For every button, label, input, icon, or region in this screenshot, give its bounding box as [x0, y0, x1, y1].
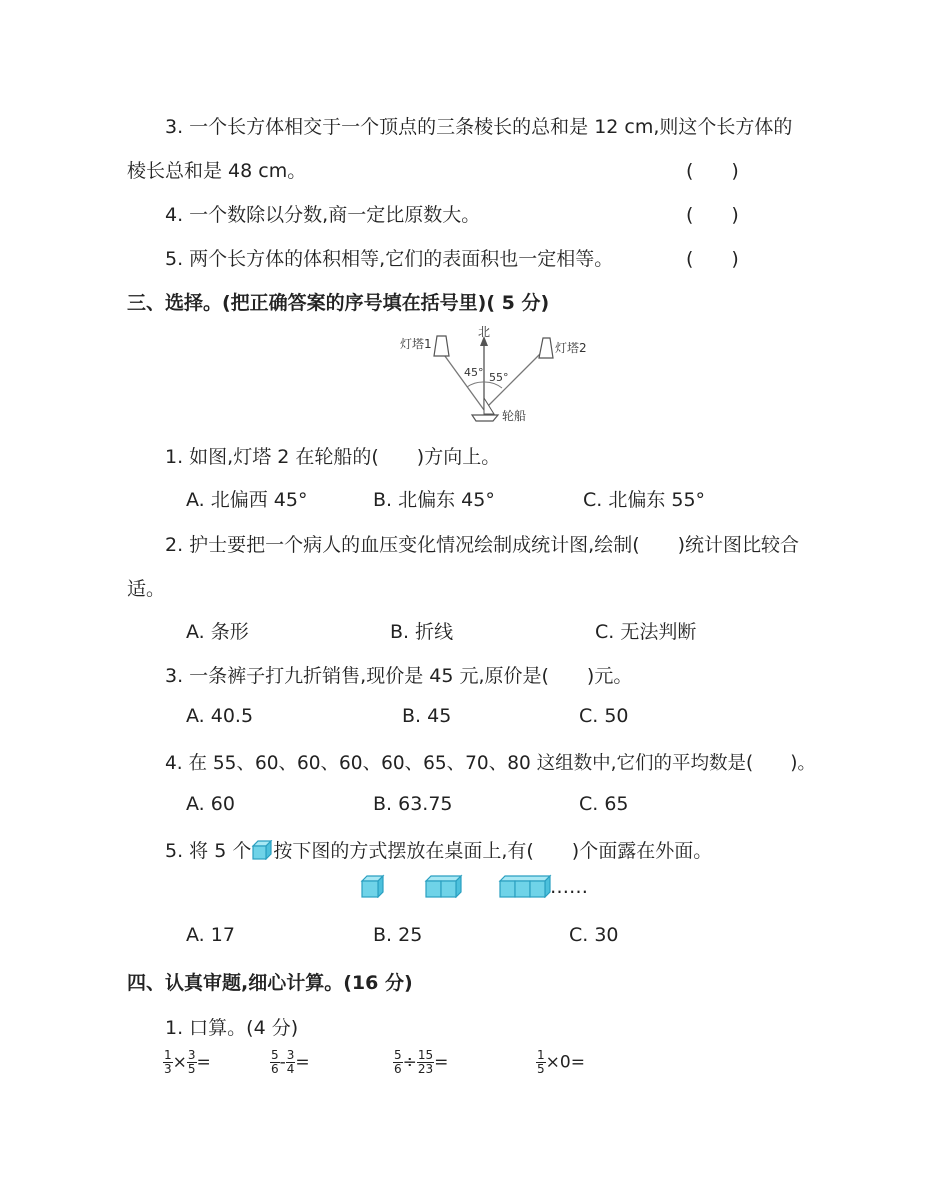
- choice-q2-option-c[interactable]: C. 无法判断: [595, 621, 697, 643]
- denominator: 4: [286, 1062, 295, 1076]
- fraction: [286, 1049, 296, 1076]
- cube-icon: [251, 840, 273, 860]
- fraction: [270, 1049, 280, 1076]
- numerator: 3: [286, 1048, 295, 1062]
- choice-q5-suffix: 按下图的方式摆放在桌面上,有( )个面露在外面。: [273, 840, 713, 862]
- numerator: 5: [394, 1048, 402, 1062]
- choice-q2-option-b[interactable]: B. 折线: [390, 621, 454, 643]
- cube-arrangement-2: [424, 874, 464, 898]
- cube-arrangement-1: [360, 874, 386, 898]
- choice-q5-option-a[interactable]: A. 17: [186, 924, 235, 946]
- line-to-lighthouse1: [442, 352, 484, 410]
- choice-q2-option-a[interactable]: A. 条形: [186, 621, 249, 643]
- calc-item-3: [393, 1049, 448, 1076]
- lighthouse2-label: 灯塔2: [555, 341, 587, 355]
- denominator: 6: [394, 1062, 402, 1076]
- choice-q1-option-c[interactable]: C. 北偏东 55°: [583, 489, 706, 511]
- numerator: 15: [417, 1048, 434, 1062]
- numerator: 1: [537, 1048, 545, 1062]
- cube-arrangement-3: [498, 874, 552, 898]
- choice-q5: [165, 836, 712, 863]
- choice-q4: 4. 在 55、60、60、60、60、65、70、80 这组数中,它们的平均数是( )。: [165, 753, 816, 774]
- choice-q2-line2: 适。: [127, 578, 166, 600]
- numerator: 1: [164, 1048, 172, 1062]
- lighthouse1-icon: [434, 336, 449, 356]
- north-label: 北: [478, 325, 491, 339]
- choice-q3-option-c[interactable]: C. 50: [579, 705, 629, 727]
- judge-q5-blank[interactable]: ( ): [686, 248, 739, 270]
- denominator: 5: [537, 1062, 545, 1076]
- choice-q5-option-b[interactable]: B. 25: [373, 924, 423, 946]
- denominator: 5: [187, 1062, 196, 1076]
- section3-heading: 三、选择。(把正确答案的序号填在括号里)( 5 分): [127, 292, 550, 314]
- ship-sail-icon: [484, 398, 494, 414]
- operator: -: [279, 1052, 286, 1073]
- equals: =: [196, 1052, 211, 1073]
- calc-item-4: [536, 1049, 585, 1076]
- choice-q5-prefix: 5. 将 5 个: [165, 840, 252, 862]
- judge-q3-line1: 3. 一个长方体相交于一个顶点的三条棱长的总和是 12 cm,则这个长方体的: [165, 116, 793, 138]
- section4-heading: 四、认真审题,细心计算。(16 分): [127, 972, 413, 994]
- operator: ÷: [402, 1052, 417, 1073]
- operator: ×0=: [545, 1052, 585, 1073]
- equals: =: [295, 1052, 310, 1073]
- choice-q1-option-a[interactable]: A. 北偏西 45°: [186, 489, 308, 511]
- judge-q4-blank[interactable]: ( ): [686, 204, 739, 226]
- fraction: [536, 1049, 546, 1076]
- angle2-label: 55°: [489, 371, 509, 384]
- fraction: [163, 1049, 173, 1076]
- judge-q3-line2: 棱长总和是 48 cm。: [127, 160, 307, 182]
- choice-q2-line1: 2. 护士要把一个病人的血压变化情况绘制成统计图,绘制( )统计图比较合: [165, 534, 800, 556]
- denominator: 23: [417, 1062, 434, 1076]
- denominator: 3: [164, 1062, 172, 1076]
- fraction: [393, 1049, 403, 1076]
- numerator: 3: [187, 1048, 196, 1062]
- choice-q1: 1. 如图,灯塔 2 在轮船的( )方向上。: [165, 446, 501, 468]
- denominator: 6: [271, 1062, 279, 1076]
- operator: ×: [172, 1052, 187, 1073]
- choice-q5-option-c[interactable]: C. 30: [569, 924, 619, 946]
- judge-q5: 5. 两个长方体的体积相等,它们的表面积也一定相等。: [165, 248, 614, 270]
- choice-q1-option-b[interactable]: B. 北偏东 45°: [373, 489, 495, 511]
- cube-ellipsis: ……: [550, 876, 588, 898]
- angle1-label: 45°: [464, 366, 484, 379]
- choice-q3-option-b[interactable]: B. 45: [402, 705, 452, 727]
- choice-q4-option-b[interactable]: B. 63.75: [373, 793, 453, 815]
- lighthouse2-icon: [539, 338, 553, 358]
- fraction: [187, 1049, 197, 1076]
- choice-q4-option-c[interactable]: C. 65: [579, 793, 629, 815]
- numerator: 5: [271, 1048, 279, 1062]
- fraction: [417, 1049, 434, 1076]
- judge-q3-blank[interactable]: ( ): [686, 160, 739, 182]
- choice-q4-option-a[interactable]: A. 60: [186, 793, 235, 815]
- ship-icon: [472, 415, 498, 421]
- equals: =: [434, 1052, 449, 1073]
- judge-q4: 4. 一个数除以分数,商一定比原数大。: [165, 204, 481, 226]
- choice-q3-option-a[interactable]: A. 40.5: [186, 705, 254, 727]
- lighthouse-figure: [390, 322, 600, 428]
- lighthouse1-label: 灯塔1: [400, 337, 432, 351]
- angle-arc-1: [467, 382, 484, 387]
- section4-sub1: 1. 口算。(4 分): [165, 1017, 299, 1039]
- ship-label: 轮船: [502, 409, 527, 423]
- calc-item-2: [270, 1049, 310, 1076]
- calc-item-1: [163, 1049, 211, 1076]
- choice-q3: 3. 一条裤子打九折销售,现价是 45 元,原价是( )元。: [165, 665, 633, 687]
